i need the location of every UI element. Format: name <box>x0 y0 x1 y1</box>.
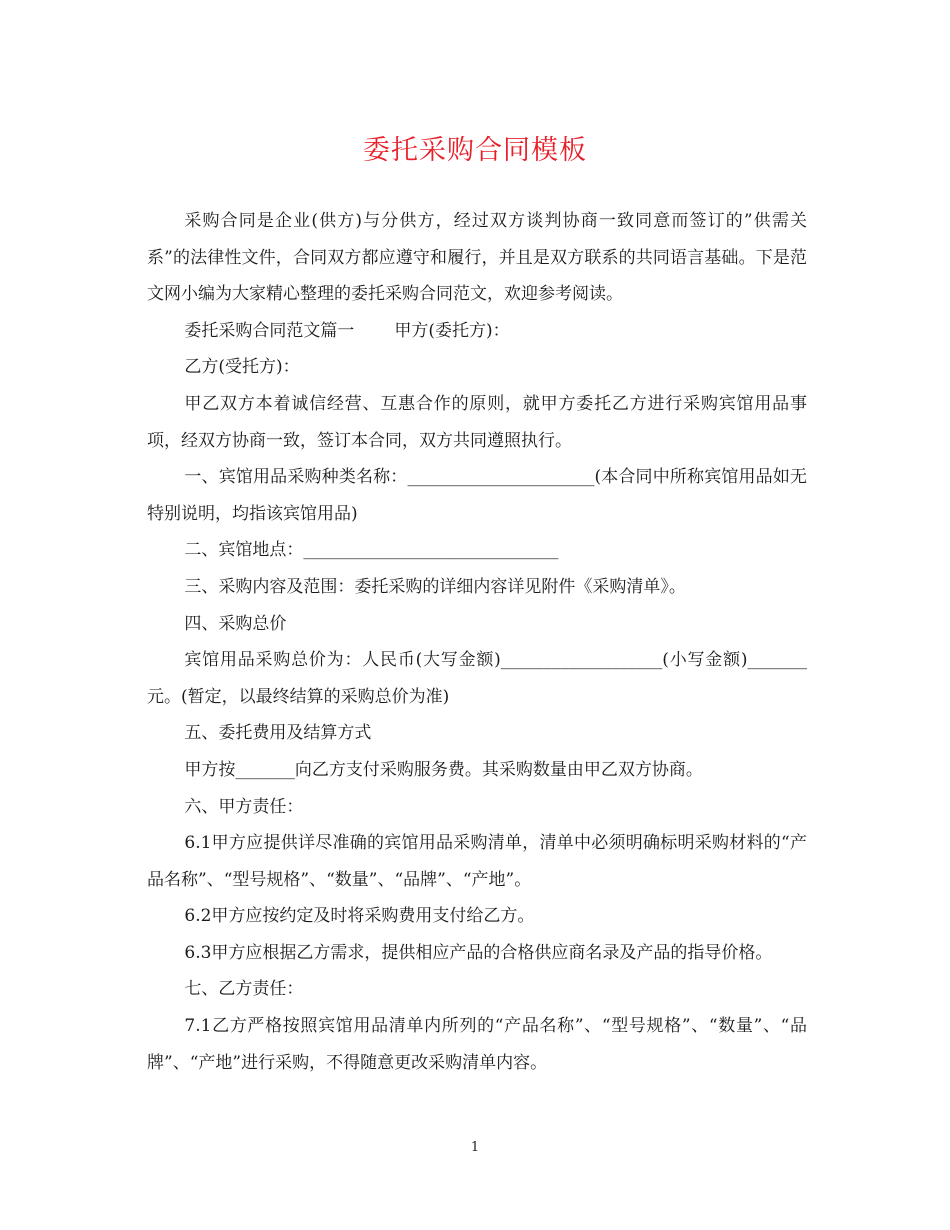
paragraph-item7-1: 7.1乙方严格按照宾馆用品清单内所列的“产品名称”、“型号规格”、“数量”、“品牌”、“产地”进行采购，不得随意更改采购清单内容。 <box>147 1016 807 1073</box>
paragraph-item6-2: 6.2甲方应按约定及时将采购费用支付给乙方。 <box>184 906 535 927</box>
paragraph-item6: 六、甲方责任： <box>184 796 304 817</box>
document-body <box>147 203 807 1081</box>
paragraph-sample-heading <box>147 313 807 350</box>
paragraph-party-b: 乙方(受托方)： <box>184 357 300 378</box>
paragraph-item4-detail: 宾馆用品采购总价为：人民币(大写金额)___________________(小写金额)_______元。(暂定，以最终结算的采购总价为准) <box>147 650 807 707</box>
paragraph-intro: 采购合同是企业(供方)与分供方，经过双方谈判协商一致同意而签订的”供需关系”的法律性文件，合同双方都应遵守和履行，并且是双方联系的共同语言基础。下是范文网小编为大家精心整理的委托采购合同范文，欢迎参考阅读。 <box>147 211 807 305</box>
paragraph-item6-3: 6.3甲方应根据乙方需求，提供相应产品的合格供应商名录及产品的指导价格。 <box>184 942 773 963</box>
paragraph-item3: 三、采购内容及范围：委托采购的详细内容详见附件《采购清单》。 <box>184 576 686 597</box>
paragraph-item2: 二、宾馆地点：______________________________ <box>184 540 559 561</box>
party-a-label: 甲方(委托方)： <box>394 320 510 341</box>
paragraph-item5-detail: 甲方按_______向乙方支付采购服务费。其采购数量由甲乙双方协商。 <box>184 759 703 780</box>
sample-heading: 委托采购合同范文篇一 <box>184 320 355 341</box>
paragraph-item6-1: 6.1甲方应提供详尽准确的宾馆用品采购清单，清单中必须明确标明采购材料的“产品名称”、“型号规格”、“数量”、“品牌”、“产地”。 <box>147 833 807 890</box>
paragraph-item1: 一、宾馆用品采购种类名称：______________________(本合同中所称宾馆用品如无特别说明，均指该宾馆用品) <box>147 467 807 524</box>
paragraph-item5: 五、委托费用及结算方式 <box>184 723 372 744</box>
paragraph-item7: 七、乙方责任： <box>184 979 304 1000</box>
paragraph-item4: 四、采购总价 <box>184 613 287 634</box>
page-number: 1 <box>470 1140 480 1155</box>
paragraph-principle: 甲乙双方本着诚信经营、互惠合作的原则，就甲方委托乙方进行采购宾馆用品事项，经双方协商一致，签订本合同，双方共同遵照执行。 <box>147 393 807 451</box>
document-title: 委托采购合同模板 <box>363 135 587 166</box>
